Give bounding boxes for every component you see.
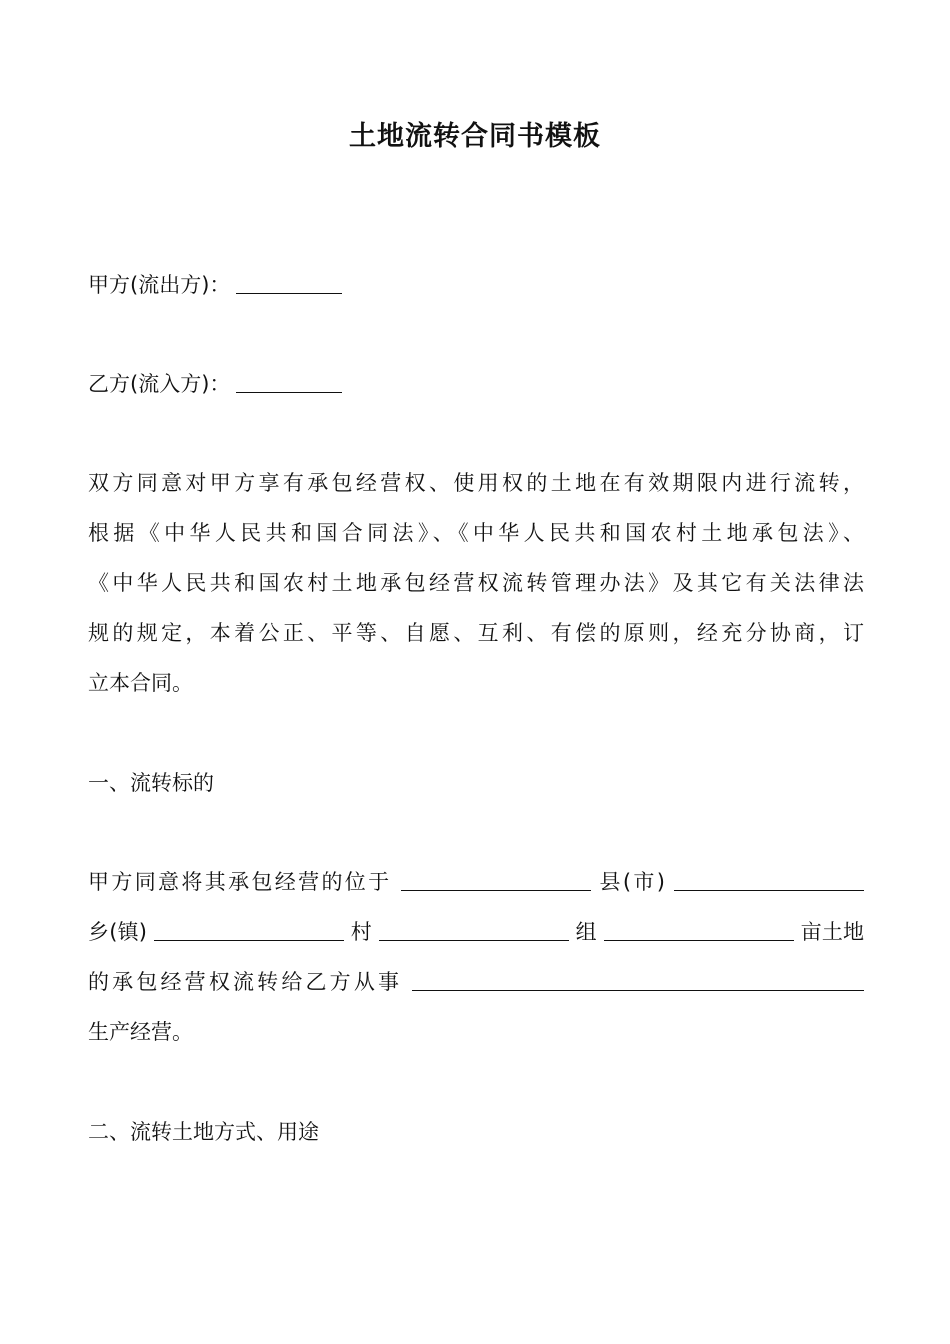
section-1-text: 亩土地 xyxy=(800,920,865,944)
section-1-text: 乡(镇) xyxy=(88,920,147,944)
document-title: 土地流转合同书模板 xyxy=(349,121,601,152)
party-a-blank xyxy=(236,271,342,294)
area-blank xyxy=(604,918,794,941)
section-1-line-3 xyxy=(88,967,864,997)
party-b-blank xyxy=(236,370,342,393)
section-1-line-2 xyxy=(88,917,864,947)
village-blank xyxy=(154,918,344,941)
section-1-text: 组 xyxy=(575,920,597,944)
section-1-text: 甲方同意将其承包经营的位于 xyxy=(88,870,392,894)
county-blank xyxy=(401,868,591,891)
township-blank xyxy=(674,868,864,891)
intro-line: 规的规定，本着公正、平等、自愿、互利、有偿的原则，经充分协商，订 xyxy=(88,621,864,645)
section-1-line-1 xyxy=(88,867,864,897)
section-1-text: 县(市) xyxy=(599,870,665,894)
section-1-text: 村 xyxy=(350,920,372,944)
section-1-heading: 一、流转标的 xyxy=(88,771,214,795)
intro-line: 双方同意对甲方享有承包经营权、使用权的土地在有效期限内进行流转， xyxy=(88,471,864,495)
party-b-line xyxy=(88,369,864,399)
intro-line: 根据《中华人民共和国合同法》、《中华人民共和国农村土地承包法》、 xyxy=(88,521,864,545)
section-1-line-4: 生产经营。 xyxy=(88,1020,193,1044)
purpose-blank xyxy=(412,968,864,991)
intro-line: 立本合同。 xyxy=(88,671,193,695)
group-blank xyxy=(379,918,569,941)
party-a-label: 甲方(流出方)： xyxy=(88,273,231,297)
section-2-heading: 二、流转土地方式、用途 xyxy=(88,1120,319,1144)
section-1-text: 的承包经营权流转给乙方从事 xyxy=(88,970,403,994)
party-b-label: 乙方(流入方)： xyxy=(88,372,231,396)
party-a-line xyxy=(88,270,864,300)
intro-line: 《中华人民共和国农村土地承包经营权流转管理办法》及其它有关法律法 xyxy=(88,571,864,595)
